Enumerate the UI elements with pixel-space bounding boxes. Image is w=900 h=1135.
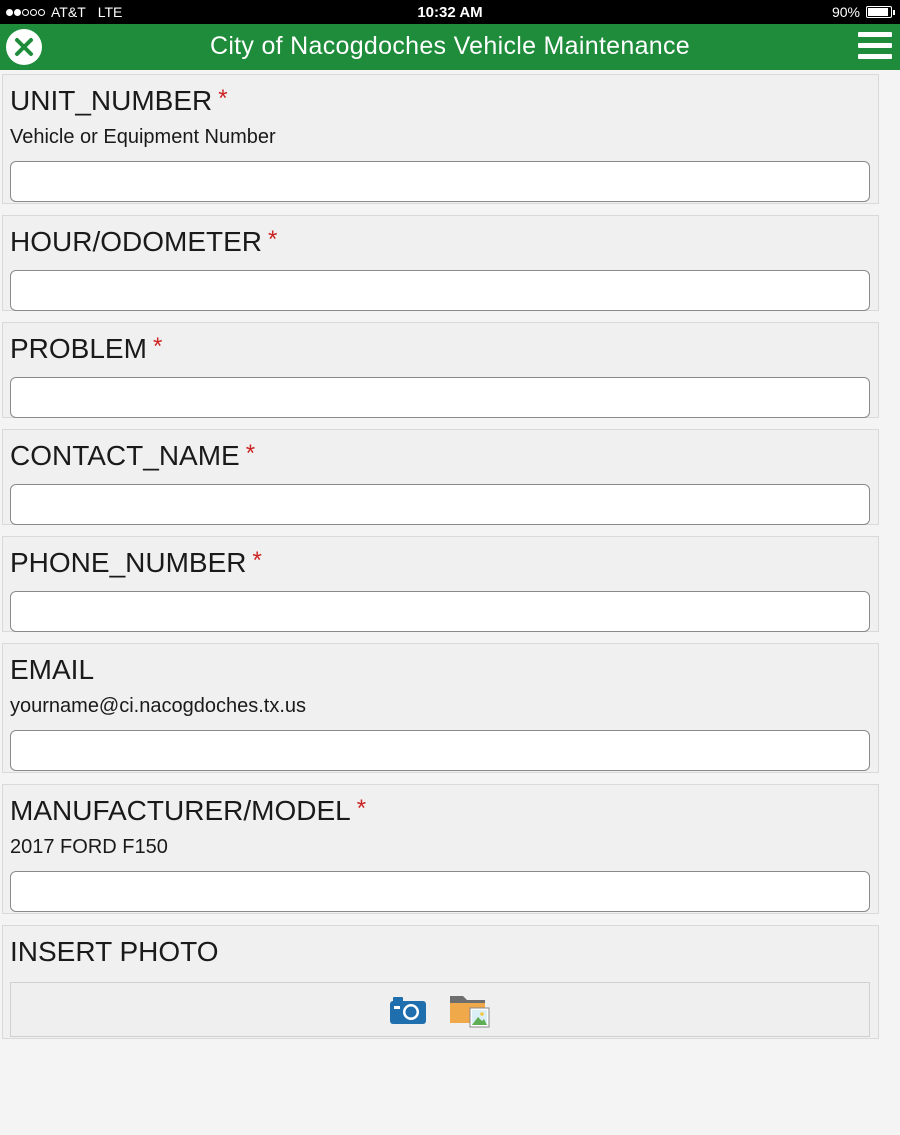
battery-percent: 90%: [831, 4, 860, 20]
field-label: [10, 85, 870, 117]
app-header: [0, 24, 900, 70]
field-unit-number: [2, 74, 879, 204]
field-label: [10, 333, 870, 365]
hour-odometer-label: HOUR/ODOMETER: [10, 226, 262, 257]
contact-name-label: CONTACT_NAME: [10, 440, 240, 471]
field-problem: [2, 322, 879, 418]
field-label: [10, 795, 870, 827]
required-mark: *: [252, 547, 262, 574]
field-hour-odometer: [2, 215, 879, 311]
field-label: [10, 547, 870, 579]
hour-odometer-input[interactable]: [10, 270, 870, 311]
email-hint: yourname@ci.nacogdoches.tx.us: [10, 695, 307, 717]
image-folder-icon: [449, 991, 491, 1029]
field-phone-number: [2, 536, 879, 632]
insert-photo-label: INSERT PHOTO: [10, 936, 219, 967]
phone-number-input[interactable]: [10, 591, 870, 632]
email-input[interactable]: [10, 730, 870, 771]
maintenance-form: [2, 74, 879, 1050]
clock: 10:32 AM: [417, 4, 483, 21]
status-right: [832, 4, 892, 20]
page-title: City of Nacogdoches Vehicle Maintenance: [209, 32, 691, 60]
photo-attachment-area: [10, 982, 870, 1037]
required-mark: *: [218, 85, 228, 112]
unit-number-input[interactable]: [10, 161, 870, 202]
field-label: [10, 936, 870, 968]
email-label: EMAIL: [10, 654, 95, 685]
required-mark: *: [356, 795, 367, 822]
gallery-button[interactable]: [449, 991, 491, 1029]
field-contact-name: [2, 429, 879, 525]
field-label: [10, 226, 870, 258]
status-bar: [0, 0, 900, 24]
problem-input[interactable]: [10, 377, 870, 418]
field-email: [2, 643, 879, 773]
carrier-label: AT&T: [51, 4, 86, 20]
required-mark: *: [245, 440, 256, 467]
required-mark: *: [268, 226, 278, 253]
hamburger-menu-icon[interactable]: [858, 32, 892, 62]
phone-number-label: PHONE_NUMBER: [10, 547, 247, 578]
manufacturer-model-label: MANUFACTURER/MODEL: [10, 795, 351, 826]
problem-label: PROBLEM: [10, 333, 147, 364]
battery-icon: [866, 6, 892, 18]
camera-button[interactable]: [389, 995, 427, 1025]
required-mark: *: [152, 333, 163, 360]
manufacturer-model-input[interactable]: [10, 871, 870, 912]
field-insert-photo: [2, 925, 879, 1039]
manufacturer-model-hint: 2017 FORD F150: [10, 836, 168, 858]
network-label: LTE: [97, 4, 123, 20]
unit-number-label: UNIT_NUMBER: [10, 85, 213, 116]
contact-name-input[interactable]: [10, 484, 870, 525]
field-label: [10, 654, 870, 686]
camera-icon: [389, 995, 427, 1025]
field-label: [10, 440, 870, 472]
field-manufacturer-model: [2, 784, 879, 914]
unit-number-hint: Vehicle or Equipment Number: [10, 126, 276, 148]
